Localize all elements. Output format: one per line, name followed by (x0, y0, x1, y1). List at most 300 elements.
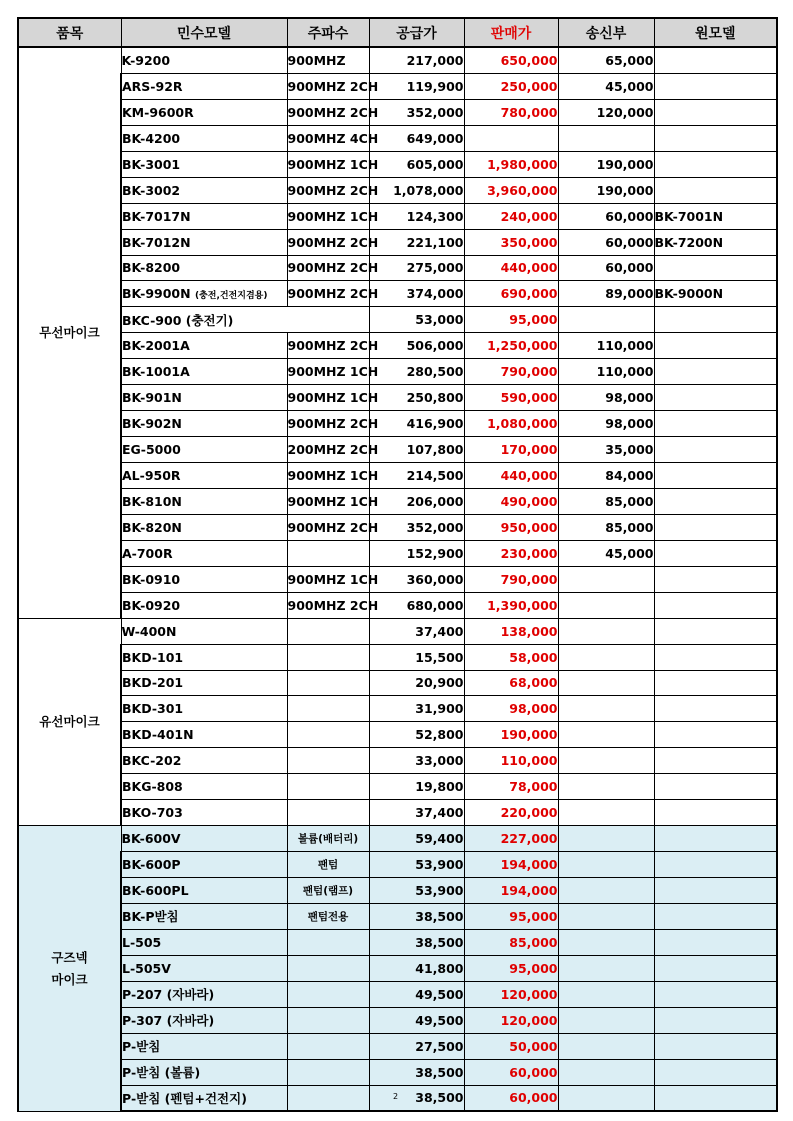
supply-price-cell: 20,900 (369, 670, 464, 696)
sale-price-cell: 790,000 (464, 566, 558, 592)
model-cell (121, 47, 287, 73)
category-label: 마이크 (51, 971, 88, 987)
sale-price-cell: 194,000 (464, 852, 558, 878)
frequency-cell (287, 540, 369, 566)
table-row (18, 463, 777, 489)
original-model-cell (654, 929, 777, 955)
model-name: BK-0910 (122, 571, 181, 587)
sale-price-cell: 230,000 (464, 540, 558, 566)
original-model-cell (654, 73, 777, 99)
supply-price-cell: 416,900 (369, 411, 464, 437)
model-cell (121, 281, 287, 307)
original-model-cell (654, 151, 777, 177)
original-model-cell (654, 566, 777, 592)
frequency-cell: 900MHZ 1CH (287, 203, 369, 229)
table-row (18, 826, 777, 852)
sale-price-cell: 78,000 (464, 774, 558, 800)
sale-price-cell: 3,960,000 (464, 177, 558, 203)
transmitter-price-cell: 110,000 (558, 359, 654, 385)
model-name: BK-3002 (122, 182, 181, 198)
original-model-cell (654, 333, 777, 359)
transmitter-price-cell (558, 774, 654, 800)
model-cell (121, 774, 287, 800)
model-cell (121, 696, 287, 722)
transmitter-price-cell: 45,000 (558, 540, 654, 566)
model-name: K-9200 (121, 52, 171, 68)
model-name: BK-810N (122, 493, 182, 509)
transmitter-price-cell: 89,000 (558, 281, 654, 307)
model-cell (121, 514, 287, 540)
model-cell (121, 1007, 287, 1033)
model-name: L-505 (122, 934, 162, 950)
supply-price-cell: 38,500 (369, 929, 464, 955)
transmitter-price-cell: 120,000 (558, 99, 654, 125)
transmitter-price-cell: 45,000 (558, 73, 654, 99)
table-row (18, 929, 777, 955)
original-model-cell (654, 852, 777, 878)
model-name: ARS-92R (122, 78, 183, 94)
table-row (18, 203, 777, 229)
supply-price-cell: 214,500 (369, 463, 464, 489)
header-row (18, 18, 777, 47)
original-model-cell (654, 411, 777, 437)
transmitter-price-cell (558, 748, 654, 774)
sale-price-cell: 50,000 (464, 1033, 558, 1059)
sale-price-cell: 68,000 (464, 670, 558, 696)
model-name: BK-P받침 (122, 909, 179, 925)
frequency-cell: 900MHZ 2CH (287, 73, 369, 99)
supply-price-cell: 506,000 (369, 333, 464, 359)
sale-price-cell: 1,250,000 (464, 333, 558, 359)
header-sale-price: 판매가 (464, 18, 558, 47)
price-table (17, 17, 778, 1112)
original-model-cell (654, 307, 777, 333)
frequency-cell (287, 955, 369, 981)
header-category: 품목 (18, 18, 121, 47)
frequency-cell: 200MHZ 2CH (287, 437, 369, 463)
model-name: BK-2001A (122, 338, 190, 354)
sale-price-cell: 95,000 (464, 307, 558, 333)
frequency-cell: 900MHZ 1CH (287, 566, 369, 592)
table-row (18, 722, 777, 748)
model-name: BK-7017N (122, 208, 191, 224)
category-label: 구즈넥 (51, 949, 88, 965)
frequency-cell (287, 774, 369, 800)
original-model-cell (654, 644, 777, 670)
original-model-cell (654, 177, 777, 203)
transmitter-price-cell (558, 955, 654, 981)
table-row (18, 774, 777, 800)
model-name: L-505V (122, 960, 171, 976)
original-model-cell (654, 1033, 777, 1059)
supply-price-cell: 1,078,000 (369, 177, 464, 203)
table-row (18, 333, 777, 359)
transmitter-price-cell: 85,000 (558, 514, 654, 540)
supply-price-cell: 53,900 (369, 878, 464, 904)
sale-price-cell: 190,000 (464, 722, 558, 748)
transmitter-price-cell (558, 1033, 654, 1059)
model-cell (121, 1085, 287, 1111)
sale-price-cell: 220,000 (464, 800, 558, 826)
model-name: BKD-401N (122, 727, 194, 743)
frequency-cell: 팬텀 (287, 852, 369, 878)
model-cell (121, 826, 287, 852)
sale-price-cell: 440,000 (464, 255, 558, 281)
frequency-cell (287, 696, 369, 722)
transmitter-price-cell (558, 125, 654, 151)
original-model-cell (654, 385, 777, 411)
frequency-cell (287, 1085, 369, 1111)
sale-price-cell: 58,000 (464, 644, 558, 670)
original-model-cell: BK-7001N (654, 203, 777, 229)
model-cell (121, 385, 287, 411)
table-row (18, 359, 777, 385)
original-model-cell (654, 514, 777, 540)
transmitter-price-cell (558, 566, 654, 592)
table-row (18, 73, 777, 99)
table-row (18, 177, 777, 203)
model-cell (121, 644, 287, 670)
model-name: BK-9900N (122, 286, 191, 302)
model-name: EG-5000 (122, 442, 181, 458)
model-name: P-307 (자바라) (122, 1013, 215, 1029)
model-cell (121, 177, 287, 203)
sale-price-cell: 95,000 (464, 955, 558, 981)
model-name: BK-820N (122, 519, 182, 535)
table-row (18, 307, 777, 333)
model-name: BK-7012N (122, 234, 191, 250)
sale-price-cell: 440,000 (464, 463, 558, 489)
frequency-cell: 900MHZ 2CH (287, 411, 369, 437)
frequency-cell: 900MHZ 1CH (287, 488, 369, 514)
sale-price-cell: 95,000 (464, 903, 558, 929)
original-model-cell (654, 696, 777, 722)
model-cell (121, 903, 287, 929)
original-model-cell (654, 99, 777, 125)
table-row (18, 981, 777, 1007)
supply-price-cell: 250,800 (369, 385, 464, 411)
header-model: 민수모델 (121, 18, 287, 47)
model-cell (121, 852, 287, 878)
model-name: BK-1001A (122, 364, 190, 380)
original-model-cell (654, 955, 777, 981)
model-name: BK-8200 (122, 260, 181, 276)
table-row (18, 878, 777, 904)
original-model-cell (654, 255, 777, 281)
supply-price-cell: 33,000 (369, 748, 464, 774)
supply-price-cell: 38,500 (369, 1059, 464, 1085)
sale-price-cell: 1,080,000 (464, 411, 558, 437)
model-name: BK-3001 (122, 156, 181, 172)
model-cell (121, 411, 287, 437)
model-cell (121, 929, 287, 955)
original-model-cell (654, 125, 777, 151)
sale-price-cell: 690,000 (464, 281, 558, 307)
model-cell (121, 540, 287, 566)
sale-price-cell: 650,000 (464, 47, 558, 73)
frequency-cell: 팬텀(램프) (287, 878, 369, 904)
model-cell (121, 955, 287, 981)
model-cell (121, 566, 287, 592)
category-label: 유선마이크 (39, 713, 100, 729)
table-row (18, 903, 777, 929)
table-row (18, 125, 777, 151)
sale-price-cell: 240,000 (464, 203, 558, 229)
table-row (18, 1007, 777, 1033)
model-name: BK-600V (121, 831, 181, 847)
transmitter-price-cell: 98,000 (558, 385, 654, 411)
frequency-cell (287, 929, 369, 955)
category-cell (18, 826, 121, 1112)
sale-price-cell: 350,000 (464, 229, 558, 255)
frequency-cell: 900MHZ 1CH (287, 385, 369, 411)
sale-price-cell: 194,000 (464, 878, 558, 904)
supply-price-cell: 37,400 (369, 618, 464, 644)
supply-price-cell: 27,500 (369, 1033, 464, 1059)
model-cell (121, 229, 287, 255)
transmitter-price-cell (558, 1007, 654, 1033)
supply-price-cell: 49,500 (369, 1007, 464, 1033)
model-name: BKC-202 (122, 753, 182, 769)
model-name: BK-902N (122, 416, 182, 432)
supply-price-cell: 19,800 (369, 774, 464, 800)
model-cell (121, 1033, 287, 1059)
model-cell (121, 99, 287, 125)
transmitter-price-cell: 60,000 (558, 255, 654, 281)
supply-price-cell: 280,500 (369, 359, 464, 385)
frequency-cell: 900MHZ 2CH (287, 281, 369, 307)
table-row (18, 955, 777, 981)
transmitter-price-cell (558, 800, 654, 826)
transmitter-price-cell (558, 826, 654, 852)
model-cell (121, 203, 287, 229)
original-model-cell (654, 540, 777, 566)
table-row (18, 670, 777, 696)
model-name: W-400N (121, 623, 177, 639)
model-name: BKG-808 (122, 779, 183, 795)
transmitter-price-cell (558, 644, 654, 670)
original-model-cell (654, 981, 777, 1007)
transmitter-price-cell: 190,000 (558, 151, 654, 177)
model-cell (121, 618, 287, 644)
transmitter-price-cell: 110,000 (558, 333, 654, 359)
table-row (18, 800, 777, 826)
table-row (18, 411, 777, 437)
transmitter-price-cell (558, 929, 654, 955)
transmitter-price-cell (558, 981, 654, 1007)
frequency-cell: 900MHZ 4CH (287, 125, 369, 151)
sale-price-cell: 1,980,000 (464, 151, 558, 177)
frequency-cell: 900MHZ 2CH (287, 99, 369, 125)
frequency-cell (287, 618, 369, 644)
frequency-cell: 팬텀전용 (287, 903, 369, 929)
model-cell (121, 592, 287, 618)
table-row (18, 592, 777, 618)
frequency-cell: 볼륨(배터리) (287, 826, 369, 852)
original-model-cell (654, 826, 777, 852)
table-row (18, 566, 777, 592)
table-row (18, 540, 777, 566)
table-row (18, 151, 777, 177)
model-name: BK-901N (122, 390, 182, 406)
original-model-cell (654, 1059, 777, 1085)
model-cell (121, 981, 287, 1007)
transmitter-price-cell (558, 1085, 654, 1111)
table-row (18, 47, 777, 73)
original-model-cell (654, 618, 777, 644)
model-cell (121, 437, 287, 463)
transmitter-price-cell (558, 618, 654, 644)
supply-price-cell: 38,500 (369, 903, 464, 929)
frequency-cell (287, 670, 369, 696)
transmitter-price-cell: 65,000 (558, 47, 654, 73)
supply-price-cell: 41,800 (369, 955, 464, 981)
original-model-cell (654, 800, 777, 826)
transmitter-price-cell (558, 307, 654, 333)
frequency-cell (287, 644, 369, 670)
frequency-cell (287, 722, 369, 748)
table-row (18, 748, 777, 774)
model-cell (121, 125, 287, 151)
model-cell (121, 722, 287, 748)
original-model-cell (654, 670, 777, 696)
frequency-cell: 900MHZ 2CH (287, 592, 369, 618)
original-model-cell (654, 359, 777, 385)
supply-price-cell: 124,300 (369, 203, 464, 229)
transmitter-price-cell (558, 903, 654, 929)
sale-price-cell: 490,000 (464, 488, 558, 514)
model-cell (121, 255, 287, 281)
model-name: BK-4200 (122, 130, 181, 146)
supply-price-cell: 31,900 (369, 696, 464, 722)
model-name: P-받침 (122, 1039, 161, 1055)
table-row (18, 488, 777, 514)
sale-price-cell: 60,000 (464, 1059, 558, 1085)
supply-price-cell: 38,500 (369, 1085, 464, 1111)
supply-price-cell: 53,900 (369, 852, 464, 878)
model-name: AL-950R (122, 467, 181, 483)
original-model-cell (654, 592, 777, 618)
sale-price-cell: 590,000 (464, 385, 558, 411)
table-row (18, 852, 777, 878)
category-cell (18, 618, 121, 826)
model-note: (충전,건전지겸용) (194, 291, 268, 302)
frequency-cell (287, 748, 369, 774)
table-row (18, 644, 777, 670)
sale-price-cell: 85,000 (464, 929, 558, 955)
original-model-cell (654, 463, 777, 489)
table-row (18, 618, 777, 644)
category-cell (18, 47, 121, 618)
price-table-body (18, 47, 777, 1111)
supply-price-cell: 221,100 (369, 229, 464, 255)
transmitter-price-cell (558, 878, 654, 904)
model-name: BK-0920 (122, 597, 181, 613)
model-name: P-207 (자바라) (122, 987, 215, 1003)
model-name: BK-600P (122, 857, 181, 873)
transmitter-price-cell: 98,000 (558, 411, 654, 437)
transmitter-price-cell (558, 722, 654, 748)
sale-price-cell: 138,000 (464, 618, 558, 644)
model-cell (121, 307, 369, 333)
original-model-cell (654, 437, 777, 463)
frequency-cell: 900MHZ 1CH (287, 463, 369, 489)
supply-price-cell: 352,000 (369, 99, 464, 125)
original-model-cell (654, 878, 777, 904)
transmitter-price-cell (558, 592, 654, 618)
model-name: BKC-900 (충전기) (122, 312, 234, 328)
sale-price-cell: 120,000 (464, 981, 558, 1007)
supply-price-cell: 53,000 (369, 307, 464, 333)
original-model-cell: BK-7200N (654, 229, 777, 255)
transmitter-price-cell (558, 670, 654, 696)
table-row (18, 437, 777, 463)
supply-price-cell: 59,400 (369, 826, 464, 852)
table-row (18, 255, 777, 281)
sale-price-cell: 60,000 (464, 1085, 558, 1111)
model-cell (121, 800, 287, 826)
original-model-cell (654, 903, 777, 929)
sale-price-cell: 780,000 (464, 99, 558, 125)
transmitter-price-cell (558, 852, 654, 878)
transmitter-price-cell: 85,000 (558, 488, 654, 514)
model-cell (121, 878, 287, 904)
supply-price-cell: 680,000 (369, 592, 464, 618)
supply-price-cell: 206,000 (369, 488, 464, 514)
sale-price-cell: 120,000 (464, 1007, 558, 1033)
supply-price-cell: 360,000 (369, 566, 464, 592)
model-name: BKD-101 (122, 649, 184, 665)
header-supply-price: 공급가 (369, 18, 464, 47)
transmitter-price-cell: 60,000 (558, 203, 654, 229)
sale-price-cell: 98,000 (464, 696, 558, 722)
transmitter-price-cell: 35,000 (558, 437, 654, 463)
transmitter-price-cell: 190,000 (558, 177, 654, 203)
supply-price-cell: 275,000 (369, 255, 464, 281)
original-model-cell (654, 722, 777, 748)
model-cell (121, 488, 287, 514)
supply-price-cell: 15,500 (369, 644, 464, 670)
transmitter-price-cell: 84,000 (558, 463, 654, 489)
frequency-cell (287, 1033, 369, 1059)
table-row (18, 99, 777, 125)
original-model-cell (654, 47, 777, 73)
model-name: P-받침 (펜텀+건전지) (122, 1090, 247, 1106)
table-row (18, 281, 777, 307)
header-frequency: 주파수 (287, 18, 369, 47)
table-row (18, 385, 777, 411)
supply-price-cell: 119,900 (369, 73, 464, 99)
transmitter-price-cell (558, 1059, 654, 1085)
frequency-cell: 900MHZ 2CH (287, 514, 369, 540)
model-cell (121, 748, 287, 774)
sale-price-cell: 790,000 (464, 359, 558, 385)
sale-price-cell (464, 125, 558, 151)
original-model-cell (654, 774, 777, 800)
page-number: 2 (393, 1092, 399, 1101)
sale-price-cell: 110,000 (464, 748, 558, 774)
transmitter-price-cell (558, 696, 654, 722)
frequency-cell: 900MHZ 2CH (287, 333, 369, 359)
frequency-cell (287, 800, 369, 826)
model-name: BKO-703 (122, 805, 183, 821)
model-name: BKD-301 (122, 701, 184, 717)
original-model-cell (654, 1085, 777, 1111)
supply-price-cell: 37,400 (369, 800, 464, 826)
model-cell (121, 670, 287, 696)
model-name: A-700R (122, 545, 173, 561)
supply-price-cell: 217,000 (369, 47, 464, 73)
